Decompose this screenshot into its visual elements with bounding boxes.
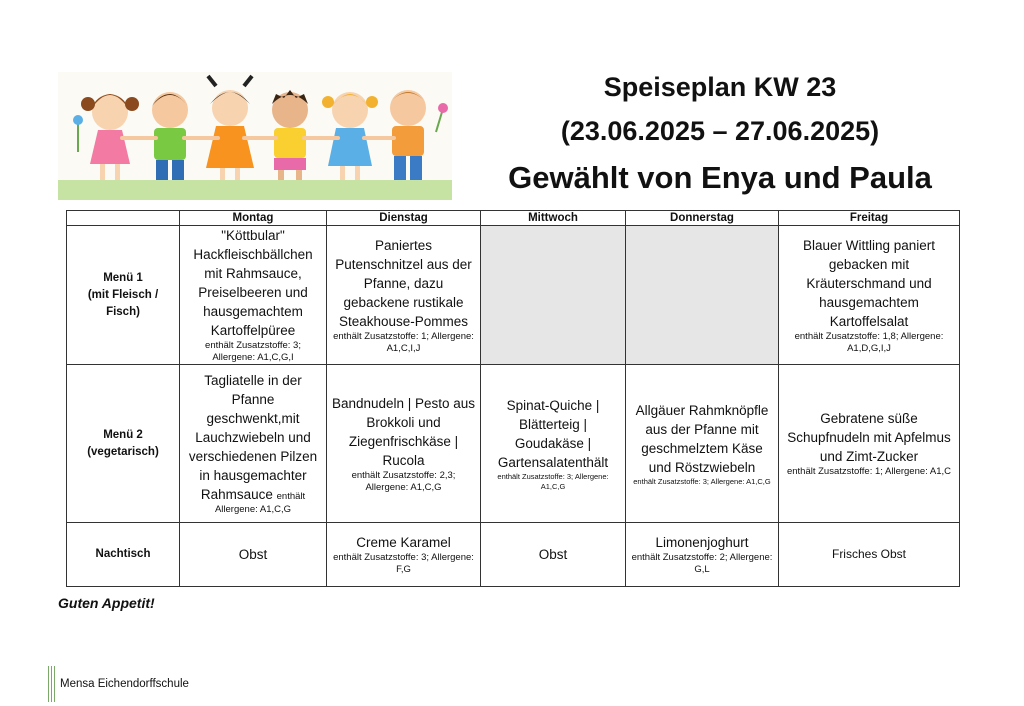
school-name: Mensa Eichendorffschule [60,678,189,690]
chosen-by-subtitle: Gewählt von Enya und Paula [508,160,932,195]
nachtisch-mittwoch-cell [481,523,626,587]
dish-name: Obst [238,547,268,562]
menu-2-montag-cell [180,365,327,523]
dish-info: enthält Zusatzstoffe: 2,3; Allergene: A1,C,G [351,469,456,493]
nachtisch-dienstag-cell [327,523,481,587]
dish-info: enthält Zusatzstoffe: 1,8; Allergene: A1,D,G,I,J [794,330,944,354]
dish-info: enthält Zusatzstoffe: 3; Allergene: A1,C,G,I [205,340,301,363]
table-row-menu-2 [67,365,960,523]
dish-name: "Köttbular" Hackfleischbällchen mit Rahmsauce, Preiselbeeren und hausgemachtem Kartoffelpüree [193,228,313,338]
menu-1-donnerstag-empty-cell [626,226,779,365]
dish-name: Allgäuer Rahmknöpfle aus der Pfanne mit geschmelztem Käse und Röstzwiebeln [635,402,769,475]
dish-info: enthält Zusatzstoffe: 3; Allergene: A1,C,G [497,471,609,491]
day-header-dienstag: Dienstag [327,211,481,226]
day-header-montag: Montag [180,211,327,226]
dish-info: enthält Zusatzstoffe: 3; Allergene: A1,C,G [633,476,771,486]
dish-name: Spinat-Quiche | Blätterteig | Goudakäse | Gartensalatenthält [497,397,609,470]
footer-decoration-bars [48,666,56,702]
day-header-donnerstag: Donnerstag [626,211,779,226]
menu-1-mittwoch-empty-cell [481,226,626,365]
dish-info: Allergene: A1,C,G [214,504,292,515]
dish-name: Frisches Obst [831,547,906,561]
page-title: Speiseplan KW 23 [603,72,837,102]
date-range: (23.06.2025 – 27.06.2025) [560,116,880,146]
table-row-menu-1 [67,226,960,365]
menu-1-montag-cell [180,226,327,365]
day-header-mittwoch: Mittwoch [481,211,626,226]
child-4-figure [272,90,308,180]
row-label-menu-1: Menü 1 (mit Fleisch / Fisch) [67,226,180,365]
menu-1-freitag-cell [779,226,960,365]
nachtisch-donnerstag-cell [626,523,779,587]
menu-2-mittwoch-cell [481,365,626,523]
dish-name: Tagliatelle in der Pfanne geschwenkt,mit Lauchzwiebeln und verschiedenen Pilzen in hausgemachter Rahmsauce enthält [188,373,318,502]
children-banner-illustration [58,72,452,200]
table-row-nachtisch [67,523,960,587]
dish-info: enthält Zusatzstoffe: 3; Allergene: F,G [333,552,474,575]
nachtisch-freitag-cell [779,523,960,587]
child-2-figure [152,92,188,180]
menu-table [66,210,960,587]
row-label-nachtisch: Nachtisch [67,523,180,587]
dish-name: Gebratene süße Schupfnudeln mit Apfelmus und Zimt-Zucker [787,411,951,464]
dish-name: Limonenjoghurt [655,535,749,550]
day-header-freitag: Freitag [779,211,960,226]
dish-name: Creme Karamel [356,535,451,550]
nachtisch-montag-cell [180,523,327,587]
dish-name: Obst [538,547,568,562]
guten-appetit-note: Guten Appetit! [58,595,155,611]
table-header-row [67,211,960,226]
menu-2-donnerstag-cell [626,365,779,523]
dish-info: enthält Zusatzstoffe: 1; Allergene: A1,C,I,J [333,330,474,354]
dish-info: enthält Zusatzstoffe: 2; Allergene: G,L [631,552,773,575]
dish-name: Bandnudeln | Pesto aus Brokkoli und Ziegenfrischkäse | Rucola [331,395,476,468]
corner-cell [67,211,180,226]
child-3-figure [206,76,254,180]
dish-suffix: enthält [276,491,306,502]
menu-2-dienstag-cell [327,365,481,523]
menu-2-freitag-cell [779,365,960,523]
row-label-menu-2: Menü 2 (vegetarisch) [67,365,180,523]
dish-name: Paniertes Putenschnitzel aus der Pfanne, dazu gebackene rustikale Steakhouse-Pommes [335,237,472,329]
menu-1-dienstag-cell [327,226,481,365]
dish-info: enthält Zusatzstoffe: 1; Allergene: A1,C [786,466,952,477]
dish-name: Blauer Wittling paniert gebacken mit Kräuterschmand und hausgemachtem Kartoffelsalat [802,237,936,329]
child-6-figure [390,90,448,180]
